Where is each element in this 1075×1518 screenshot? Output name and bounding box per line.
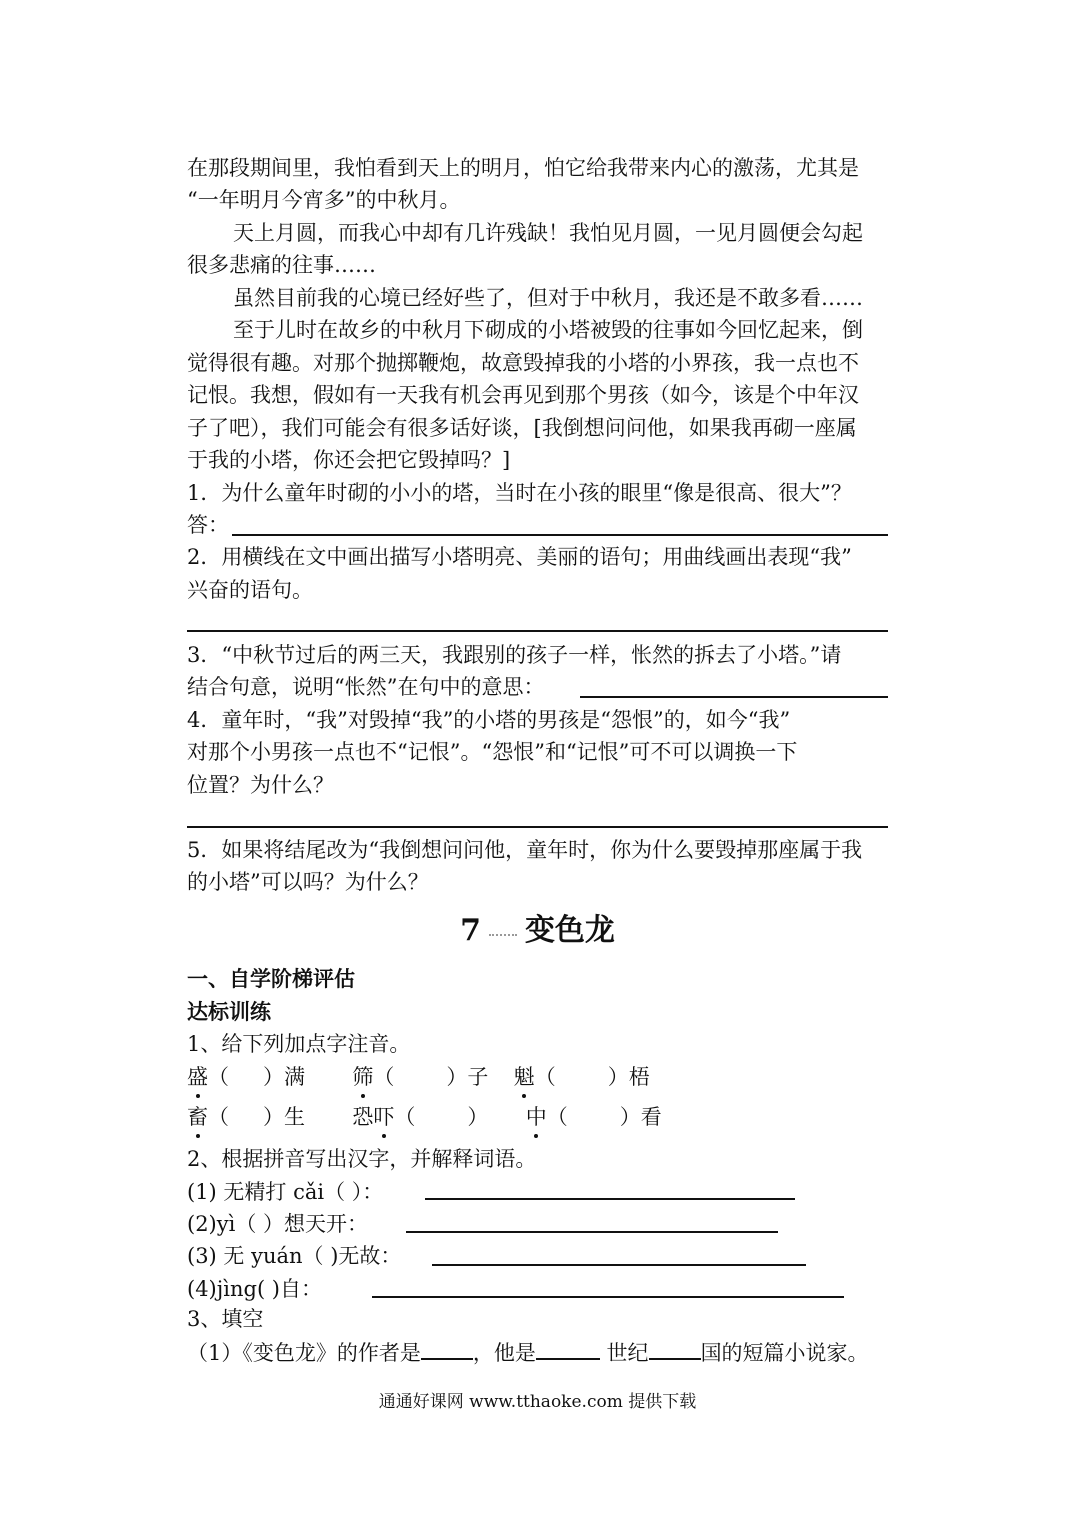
question-4-cont: 对那个小男孩一点也不“记恨”。“怨恨”和“记恨”可不可以调换一下 xyxy=(187,740,798,764)
fill-blank[interactable] xyxy=(649,1338,701,1360)
section-heading: 一、自学阶梯评估 xyxy=(187,966,355,991)
question-2-cont: 兴奋的语句。 xyxy=(187,578,313,602)
exercise-3-item: （1）《变色龙》的作者是 ，他是 世纪 国的短篇小说家。 xyxy=(187,1338,869,1367)
dotted-char: 吓 xyxy=(373,1105,395,1129)
answer-line[interactable] xyxy=(372,1296,844,1298)
question-2: 2．用横线在文中画出描写小塔明亮、美丽的语句；用曲线画出表现“我” xyxy=(187,545,852,569)
question-3-cont: 结合句意，说明“怅然”在句中的意思： xyxy=(187,675,545,699)
exercise-2-item: (3) 无 yuán（ )无故： xyxy=(187,1244,402,1268)
lesson-number: 7 xyxy=(460,913,481,948)
answer-line-4[interactable] xyxy=(187,826,888,828)
passage-line: 子了吧），我们可能会有很多话好谈，[我倒想问问他，如果我再砌一座属 xyxy=(187,416,857,440)
lesson-title xyxy=(0,913,1075,949)
exercise-1-title: 1、给下列加点字注音。 xyxy=(187,1032,411,1056)
lesson-name: 变色龙 xyxy=(524,913,615,948)
pinyin-row-1: 盛（ ）满 筛（ ）子 魁（ ）梧 xyxy=(187,1065,650,1089)
passage-line: 很多悲痛的往事…… xyxy=(187,253,376,277)
answer-line-2[interactable] xyxy=(187,630,888,632)
dotted-char: 畜 xyxy=(187,1105,208,1129)
fill-blank[interactable] xyxy=(536,1338,600,1360)
question-3: 3．“中秋节过后的两三天，我跟别的孩子一样，怅然的拆去了小塔。”请 xyxy=(187,643,842,667)
exercise-2-item: (1) 无精打 cǎi（ ）： xyxy=(187,1180,384,1204)
passage-line: 在那段期间里，我怕看到天上的明月，怕它给我带来内心的激荡，尤其是 xyxy=(187,156,859,180)
question-4: 4．童年时，“我”对毁掉“我”的小塔的男孩是“怨恨”的，如今“我” xyxy=(187,708,791,732)
exercise-2-item: (4)jìng( )自： xyxy=(187,1277,323,1301)
passage-line: “一年明月今宵多”的中秋月。 xyxy=(187,188,461,212)
answer-line-3[interactable] xyxy=(580,696,888,698)
dotted-char: 盛 xyxy=(187,1065,208,1089)
exercise-2-item: (2)yì（ ）想天开： xyxy=(187,1212,369,1236)
dotted-char: 筛 xyxy=(352,1065,374,1089)
dotted-char: 魁 xyxy=(513,1065,535,1089)
passage-line: 记恨。我想，假如有一天我有机会再见到那个男孩（如今，该是个中年汉 xyxy=(187,383,859,407)
question-1: 1．为什么童年时砌的小小的塔，当时在小孩的眼里“像是很高、很大”？ xyxy=(187,481,852,505)
answer-line[interactable] xyxy=(406,1231,778,1233)
passage-line: 至于儿时在故乡的中秋月下砌成的小塔被毁的往事如今回忆起来，倒 xyxy=(233,318,863,342)
dotted-char: 中 xyxy=(525,1105,547,1129)
passage-line: 觉得很有趣。对那个抛掷鞭炮，故意毁掉我的小塔的小界孩，我一点也不 xyxy=(187,351,859,375)
passage-line: 于我的小塔，你还会把它毁掉吗？] xyxy=(187,448,511,472)
pinyin-row-2: 畜（ ）生 恐吓（ ） 中（ ）看 xyxy=(187,1105,662,1129)
fill-blank[interactable] xyxy=(421,1338,473,1360)
answer-label: 答： xyxy=(187,513,229,537)
exercise-2-title: 2、根据拼音写出汉字，并解释词语。 xyxy=(187,1147,537,1171)
passage-line: 虽然目前我的心境已经好些了，但对于中秋月，我还是不敢多看…… xyxy=(233,286,863,310)
question-5: 5．如果将结尾改为“我倒想问问他，童年时，你为什么要毁掉那座属于我 xyxy=(187,838,863,862)
exercise-3-title: 3、填空 xyxy=(187,1307,264,1331)
answer-line[interactable] xyxy=(432,1264,806,1266)
question-4-cont: 位置？为什么？ xyxy=(187,773,334,797)
passage-line: 天上月圆，而我心中却有几许残缺！我怕见月圆，一见月圆便会勾起 xyxy=(233,221,863,245)
page-footer: 通通好课网 www.tthaoke.com 提供下载 xyxy=(378,1392,697,1412)
answer-line-1[interactable] xyxy=(232,534,888,536)
answer-line[interactable] xyxy=(425,1198,795,1200)
subsection-heading: 达标训练 xyxy=(187,999,271,1024)
question-5-cont: 的小塔”可以吗？为什么？ xyxy=(187,870,429,894)
